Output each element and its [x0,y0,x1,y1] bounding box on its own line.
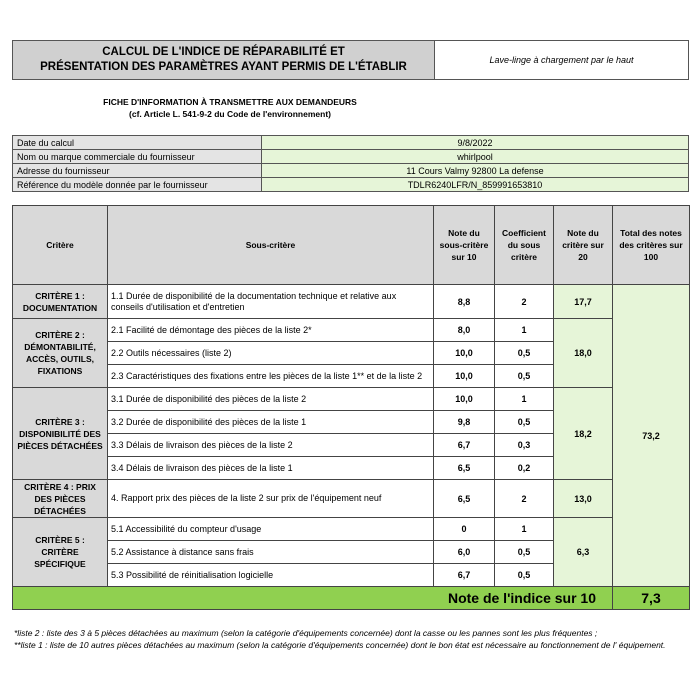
title-line-2: PRÉSENTATION DES PARAMÈTRES AYANT PERMIS DE L'ÉTABLIR [40,61,407,73]
table-row [13,480,690,518]
subcriterion: 3.4 Délais de livraison des pièces de la liste 1 [108,457,434,480]
subcriterion-coef: 1 [495,388,554,411]
title-line-1: CALCUL DE L'INDICE DE RÉPARABILITÉ ET [102,46,345,58]
subcriterion-coef: 0,5 [495,342,554,365]
info-row [13,164,689,178]
info-row [13,150,689,164]
info-row [13,136,689,150]
info-value: TDLR6240LFR/N_859991653810 [262,178,689,192]
criterion-5-name: CRITÈRE 5 : CRITÈRE SPÉCIFIQUE [13,518,108,587]
footnote-list-1: **liste 1 : liste de 10 autres pièces détachées au maximum (selon la catégorie d'équipements concernée) dont le bon état est nécessaire au fonctionnement de l' équipement. [14,640,666,650]
criterion-2-score: 18,0 [554,319,613,388]
table-row [13,319,690,342]
product-type: Lave-linge à chargement par le haut [489,55,634,65]
subcriterion: 3.3 Délais de livraison des pièces de la liste 2 [108,434,434,457]
criterion-4-name: CRITÈRE 4 : PRIX DES PIÈCES DÉTACHÉES [13,480,108,518]
subcriterion: 5.3 Possibilité de réinitialisation logicielle [108,564,434,587]
subcriterion: 3.2 Durée de disponibilité des pièces de la liste 1 [108,411,434,434]
subcriterion-note: 6,5 [434,457,495,480]
col-header-total: Total des notes des critères sur 100 [613,206,690,285]
subcriterion: 5.2 Assistance à distance sans frais [108,541,434,564]
info-value: whirlpool [262,150,689,164]
table-row [13,518,690,541]
info-row [13,178,689,192]
col-header-critere: Critère [13,206,108,285]
criterion-4-score: 13,0 [554,480,613,518]
score-table [12,205,690,610]
subcriterion-coef: 2 [495,285,554,319]
info-value: 11 Cours Valmy 92800 La defense [262,164,689,178]
subcriterion-note: 6,0 [434,541,495,564]
subcriterion-coef: 0,5 [495,541,554,564]
subcriterion-note: 8,8 [434,285,495,319]
subcriterion: 2.3 Caractéristiques des fixations entre les pièces de la liste 1** et de la liste 2 [108,365,434,388]
info-label: Adresse du fournisseur [13,164,262,178]
subcriterion-note: 0 [434,518,495,541]
subcriterion-coef: 1 [495,518,554,541]
subcriterion-note: 10,0 [434,365,495,388]
info-label: Nom ou marque commerciale du fournisseur [13,150,262,164]
col-header-note-critere: Note du critère sur 20 [554,206,613,285]
subcriterion-note: 8,0 [434,319,495,342]
index-label: Note de l'indice sur 10 [13,587,613,610]
supplier-info-table [12,135,689,192]
criterion-1-score: 17,7 [554,285,613,319]
subcriterion-coef: 0,5 [495,411,554,434]
subcriterion-coef: 2 [495,480,554,518]
subcriterion-note: 9,8 [434,411,495,434]
criterion-5-score: 6,3 [554,518,613,587]
subcriterion-note: 10,0 [434,342,495,365]
footnotes [14,627,689,651]
subcriterion-coef: 0,5 [495,564,554,587]
subcriterion-coef: 0,3 [495,434,554,457]
header-box [12,40,689,80]
table-row [13,388,690,411]
subcriterion-note: 6,5 [434,480,495,518]
subtitle [20,96,440,120]
subcriterion: 2.2 Outils nécessaires (liste 2) [108,342,434,365]
header-row [13,206,690,285]
subcriterion-coef: 0,5 [495,365,554,388]
subcriterion-coef: 1 [495,319,554,342]
info-value: 9/8/2022 [262,136,689,150]
index-value: 7,3 [613,587,690,610]
info-label: Date du calcul [13,136,262,150]
subtitle-line-2: (cf. Article L. 541-9-2 du Code de l'environnement) [129,109,331,119]
criterion-1-name: CRITÈRE 1 : DOCUMENTATION [13,285,108,319]
subcriterion-note: 6,7 [434,434,495,457]
subcriterion: 1.1 Durée de disponibilité de la documentation technique et relative aux conseils d'utilisation et d'entretien [108,285,434,319]
subcriterion: 4. Rapport prix des pièces de la liste 2 sur prix de l'équipement neuf [108,480,434,518]
subcriterion: 3.1 Durée de disponibilité des pièces de la liste 2 [108,388,434,411]
criterion-2-name: CRITÈRE 2 : DÉMONTABILITÉ, ACCÈS, OUTILS, FIXATIONS [13,319,108,388]
total-score: 73,2 [613,285,690,587]
col-header-note-sous: Note du sous-critère sur 10 [434,206,495,285]
footer-row [13,587,690,610]
subcriterion-note: 10,0 [434,388,495,411]
subcriterion: 5.1 Accessibilité du compteur d'usage [108,518,434,541]
info-label: Référence du modèle donnée par le fournisseur [13,178,262,192]
subcriterion-note: 6,7 [434,564,495,587]
footnote-list-2: *liste 2 : liste des 3 à 5 pièces détachées au maximum (selon la catégorie d'équipements concernée) dont la casse ou les pannes sont les plus fréquentes ; [14,628,598,638]
table-row [13,285,690,319]
criterion-3-score: 18,2 [554,388,613,480]
col-header-coef: Coefficient du sous critère [495,206,554,285]
subcriterion: 2.1 Facilité de démontage des pièces de la liste 2* [108,319,434,342]
criterion-3-name: CRITÈRE 3 : DISPONIBILITÉ DES PIÈCES DÉTACHÉES [13,388,108,480]
document-title [13,41,435,79]
subcriterion-coef: 0,2 [495,457,554,480]
col-header-sous-critere: Sous-critère [108,206,434,285]
subtitle-line-1: FICHE D'INFORMATION À TRANSMETTRE AUX DEMANDEURS [103,97,357,107]
